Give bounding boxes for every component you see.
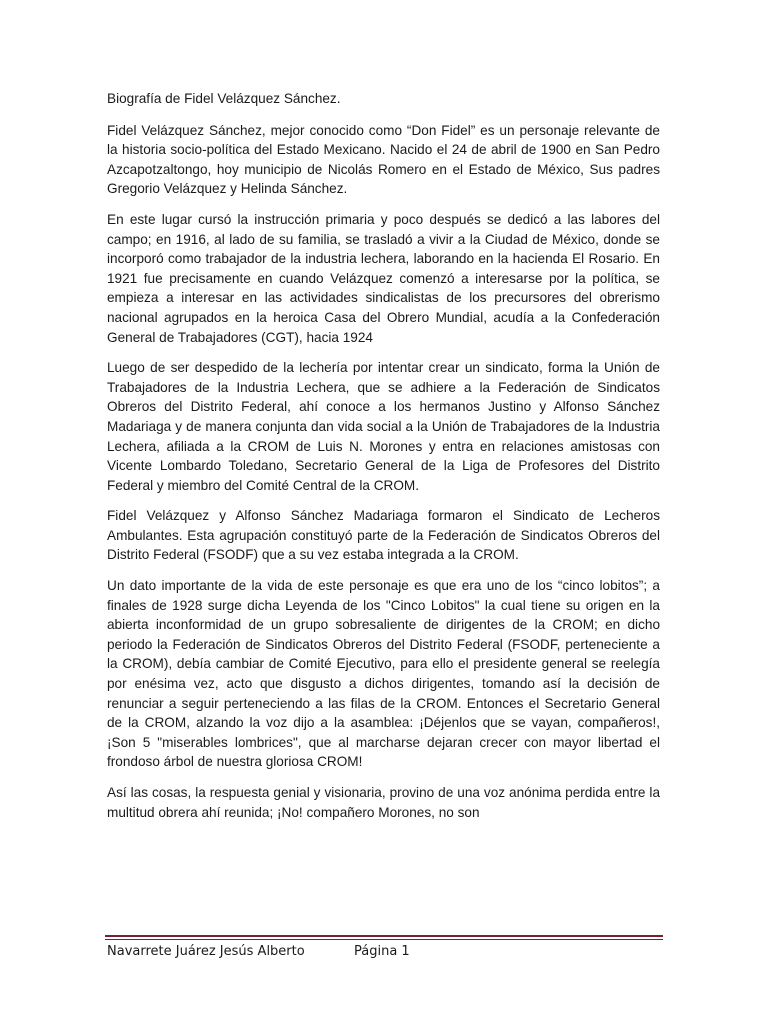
paragraph-union-founding: Luego de ser despedido de la lechería por intentar crear un sindicato, forma la Unión de Trabajadores de la Industria Lechera, que se adhiere a la Federación de Sindicatos Obreros del Distrito Federal, ahí conoce a los hermanos Justino y Alfonso Sánchez Madariaga y de manera conjunta dan vida social a la Unión de Trabajadores de la Industria Lechera, afiliada a la CROM de Luis N. Morones y entra en relaciones amistosas con Vicente Lombardo Toledano, Secretario General de la Liga de Profesores del Distrito Federal y miembro del Comité Central de la CROM. [107, 360, 660, 493]
footer-divider [105, 935, 663, 940]
paragraph-early-life: En este lugar cursó la instrucción primaria y poco después se dedicó a las labores del campo; en 1916, al lado de su familia, se trasladó a vivir a la Ciudad de México, donde se incorporó como trabajador de la industria lechera, laborando en la hacienda El Rosario. En 1921 fue precisamente en cuando Velázquez comenzó a interesarse por la política, se empieza a interesar en las actividades sindicalistas de los precursores del obrerismo nacional agrupados en la heroica Casa del Obrero Mundial, acudía a la Confederación General de Trabajadores (CGT), hacia 1924 [107, 211, 660, 345]
footer-divider-thin [105, 939, 663, 940]
page-footer [107, 944, 660, 959]
footer-page-number: Página 1 [354, 944, 410, 959]
paragraph-cinco-lobitos: Un dato importante de la vida de este personaje es que era uno de los “cinco lobitos”; a finales de 1928 surge dicha Leyenda de los "Cinco Lobitos" la cual tiene su origen en la abierta inconformidad de un grupo sobresaliente de dirigentes de la CROM; en dicho periodo la Federación de Sindicatos Obreros del Distrito Federal (FSODF, perteneciente a la CROM), debía cambiar de Comité Ejecutivo, para ello el presidente general se reelegía por enésima vez, acto que disgusto a dichos dirigentes, tomando así la decisión de renunciar a seguir perteneciendo a las filas de la CROM. Entonces el Secretario General de la CROM, alzando la voz dijo a la asamblea: ¡Déjenlos que se vayan, compañeros!, ¡Son 5 "miserables lombrices", que al marcharse dejaran crecer con mayor libertad el frondoso árbol de nuestra gloriosa CROM! [107, 578, 660, 770]
footer-author: Navarrete Juárez Jesús Alberto [107, 944, 305, 959]
paragraph-sindicato-lecheros: Fidel Velázquez y Alfonso Sánchez Madariaga formaron el Sindicato de Lecheros Ambulantes. Esta agrupación constituyó parte de la Federación de Sindicatos Obreros del Distrito Federal (FSODF) que a su vez estaba integrada a la CROM. [107, 508, 660, 563]
document-title: Biografía de Fidel Velázquez Sánchez. [107, 91, 341, 106]
paragraph-respuesta: Así las cosas, la respuesta genial y visionaria, provino de una voz anónima perdida entre la multitud obrera ahí reunida; ¡No! compañero Morones, no son [107, 785, 660, 820]
document-body [107, 89, 660, 833]
paragraph-birth: Fidel Velázquez Sánchez, mejor conocido como “Don Fidel” es un personaje relevante de la historia socio-política del Estado Mexicano. Nacido el 24 de abril de 1900 en San Pedro Azcapotzaltongo, hoy municipio de Nicolás Romero en el Estado de México, Sus padres Gregorio Velázquez y Helinda Sánchez. [107, 122, 660, 197]
footer-divider-thick [105, 935, 663, 937]
